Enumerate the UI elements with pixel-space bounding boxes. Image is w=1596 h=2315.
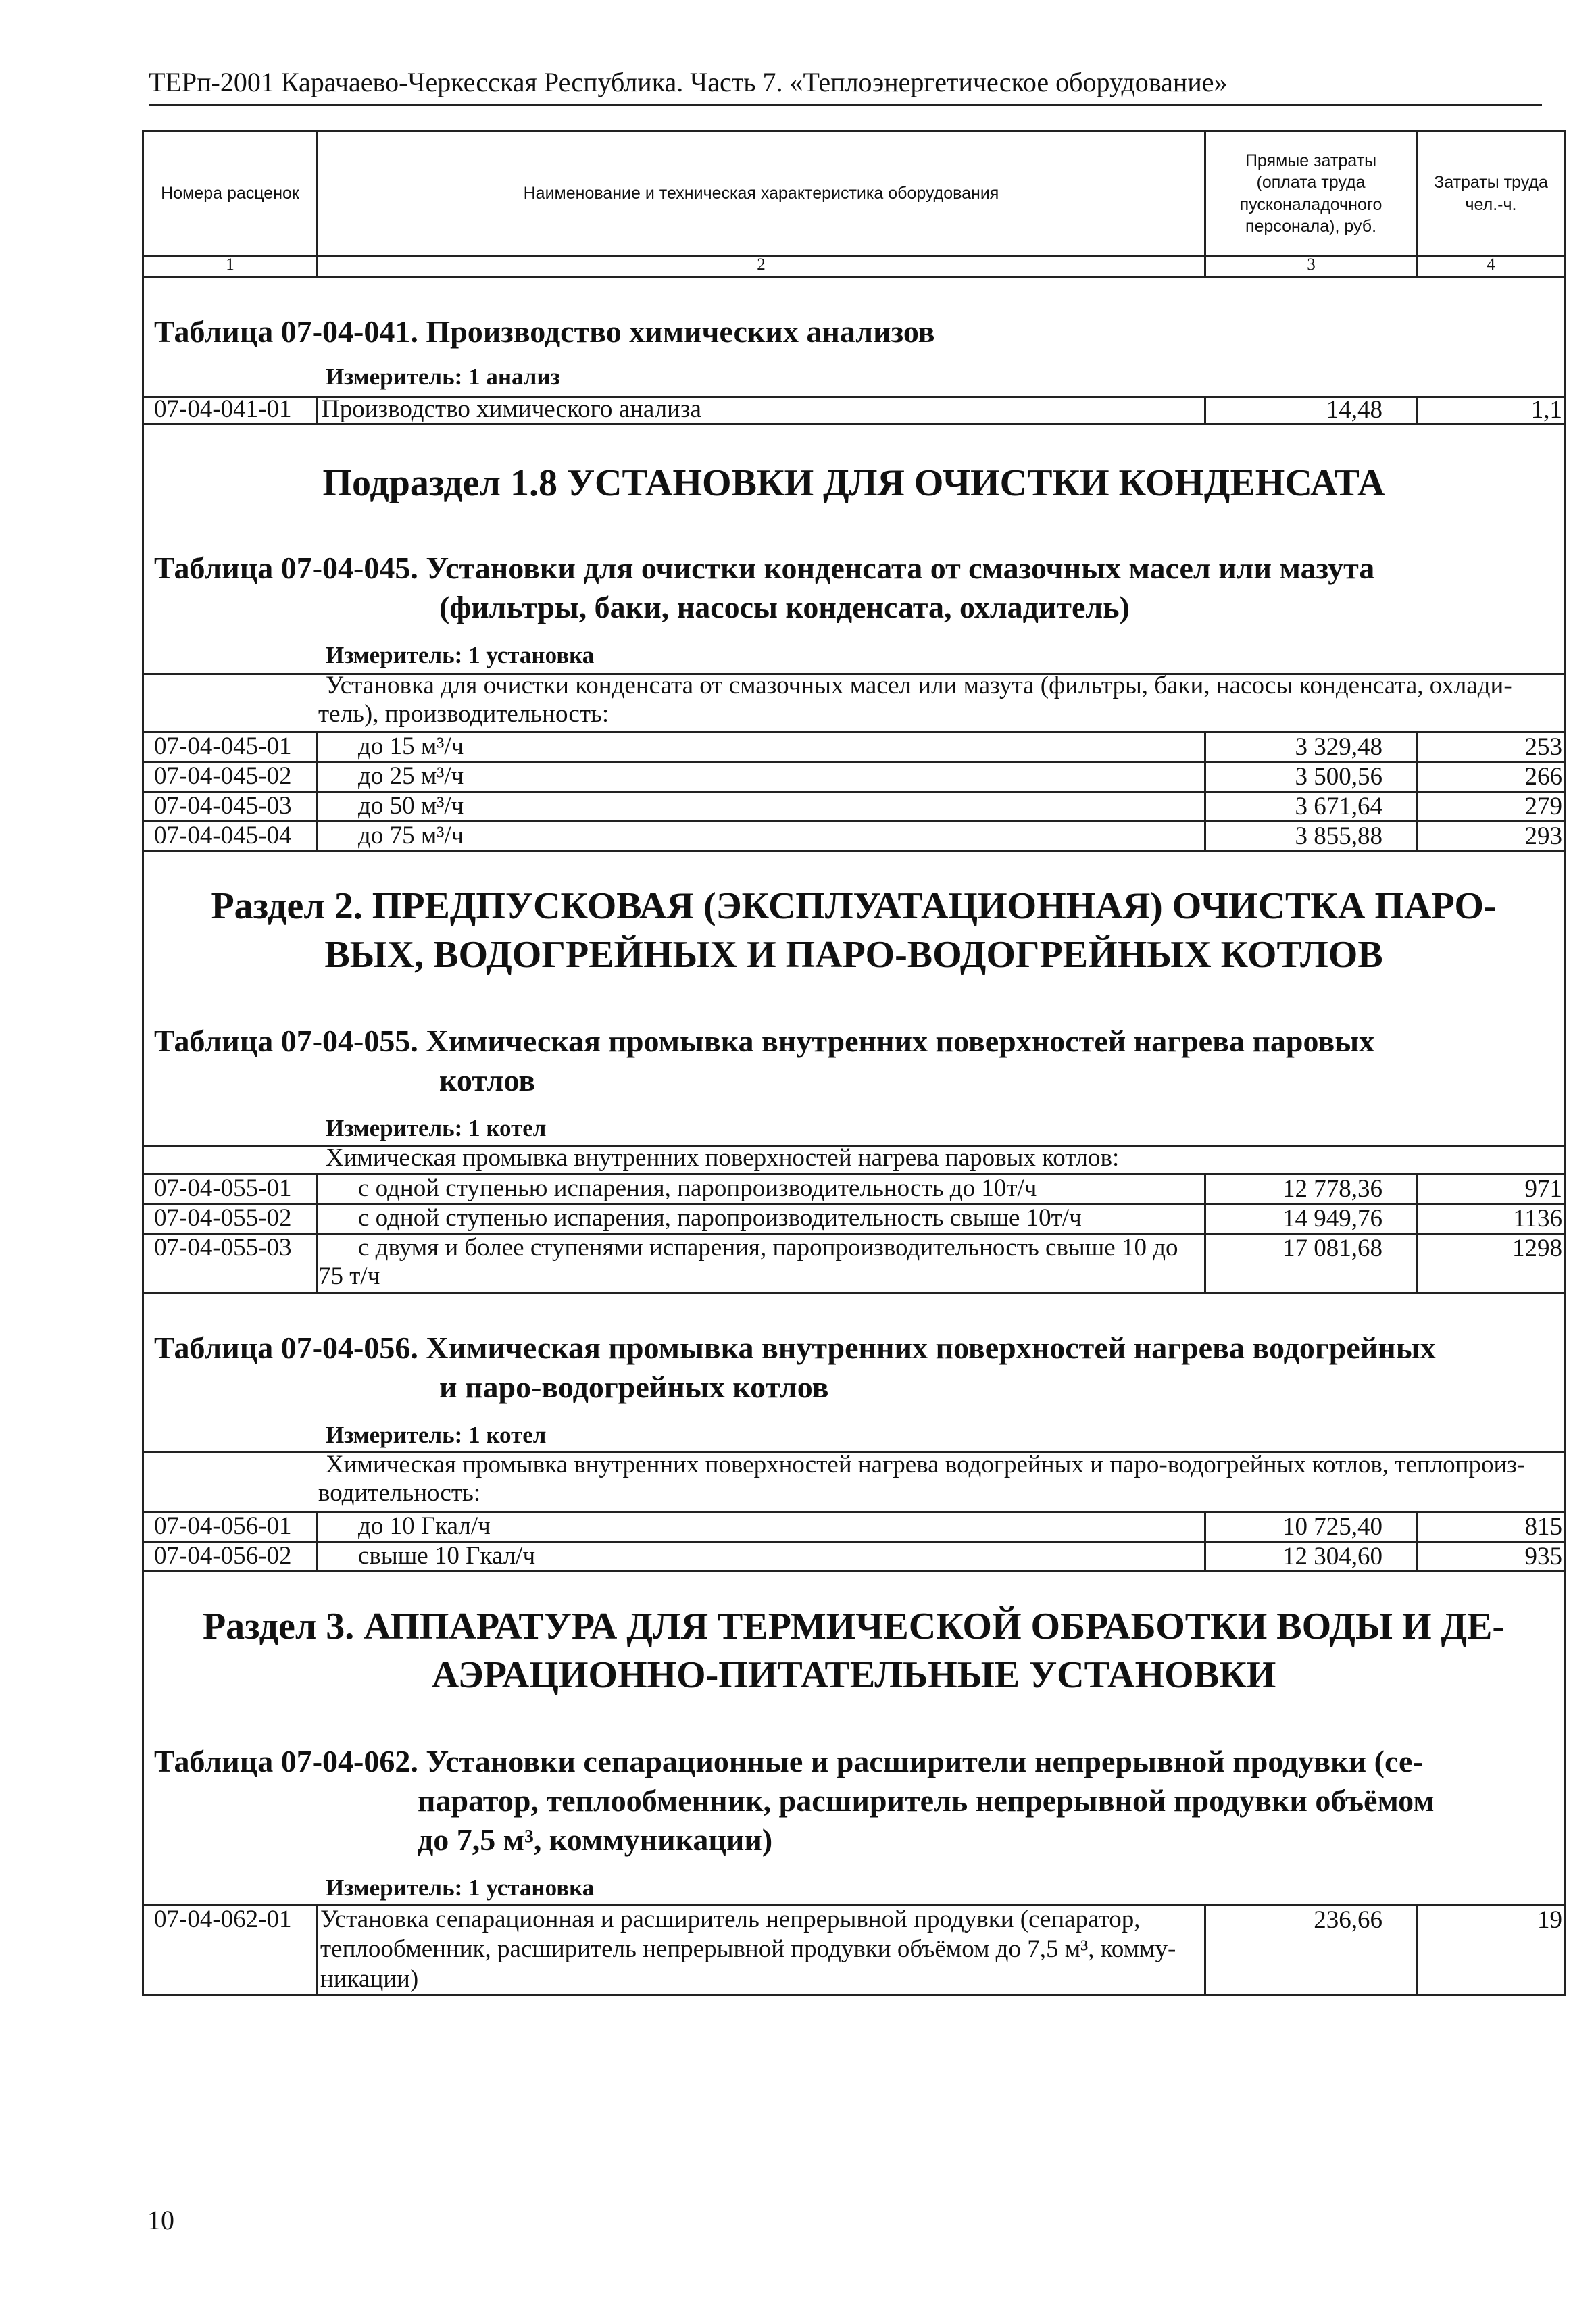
table-062-meter: Измеритель: 1 установка (326, 1874, 595, 1901)
row-labor: 266 (1524, 763, 1562, 791)
row-code: 07-04-045-04 (154, 822, 292, 849)
row-code: 07-04-045-01 (154, 732, 292, 760)
section-3-title-line-1: Раздел 3. АППАРАТУРА ДЛЯ ТЕРМИЧЕСКОЙ ОБРАБОТКИ ВОДЫ И ДЕ- (202, 1605, 1505, 1647)
col-rule (1204, 396, 1206, 423)
colnum-3: 3 (1307, 255, 1316, 274)
table-056-desc-line-2: водительность: (318, 1479, 481, 1507)
table-055-title-line-2: котлов (439, 1063, 536, 1097)
row-cost: 236,66 (1314, 1906, 1382, 1934)
table-056-title-line-2: и паро-водогрейных котлов (439, 1370, 829, 1404)
row-name: до 10 Гкал/ч (358, 1512, 491, 1540)
table-045-desc-line-1: Установка для очистки конденсата от смазочных масел или мазута (фильтры, баки, насосы конденсата, охлади- (326, 672, 1512, 699)
row-labor: 815 (1524, 1513, 1562, 1541)
table-041-meter: Измеритель: 1 анализ (326, 364, 560, 390)
table-055-title-line-1: Таблица 07-04-055. Химическая промывка внутренних поверхностей нагрева паровых (154, 1024, 1375, 1058)
row-code: 07-04-056-02 (154, 1542, 292, 1570)
row-name-line-2: теплообменник, расширитель непрерывной продувки объёмом до 7,5 м³, комму- (320, 1935, 1176, 1963)
page-number: 10 (147, 2205, 174, 2235)
col-rule (316, 396, 318, 423)
header-col-name: Наименование и техническая характеристика оборудования (523, 184, 999, 203)
row-name: до 25 м³/ч (358, 762, 464, 790)
row-name: с одной ступенью испарения, паропроизводительность свыше 10т/ч (358, 1204, 1082, 1232)
row-cost: 3 329,48 (1295, 733, 1382, 761)
row-name: до 15 м³/ч (358, 732, 464, 760)
row-cost: 10 725,40 (1282, 1513, 1382, 1541)
row-cost: 3 500,56 (1295, 763, 1382, 791)
row-code: 07-04-062-01 (154, 1906, 292, 1933)
header-col-divider-2 (1204, 130, 1206, 255)
row-name: свыше 10 Гкал/ч (358, 1542, 536, 1570)
row-labor: 279 (1524, 793, 1562, 820)
row-cost: 3 671,64 (1295, 793, 1382, 820)
row-code: 07-04-056-01 (154, 1512, 292, 1540)
table-062-title-line-1: Таблица 07-04-062. Установки сепарационные и расширители непрерывной продувки (се- (154, 1744, 1423, 1778)
colnum-1: 1 (226, 255, 234, 274)
section-3-title-line-2: АЭРАЦИОННО-ПИТАТЕЛЬНЫЕ УСТАНОВКИ (431, 1654, 1276, 1696)
row-labor: 1,1 (1530, 396, 1562, 424)
header-col-codes: Номера расценок (161, 184, 299, 203)
row-labor: 1298 (1512, 1235, 1562, 1262)
header-col-cost: Прямые затраты (оплата труда пусконаладочного персонала), руб. (1239, 151, 1382, 236)
row-cost: 14 949,76 (1282, 1205, 1382, 1233)
row-cost: 17 081,68 (1282, 1235, 1382, 1262)
row-labor: 1136 (1513, 1205, 1562, 1233)
table-041-title: Таблица 07-04-041. Производство химических анализов (154, 314, 935, 349)
table-056-meter: Измеритель: 1 котел (326, 1422, 547, 1448)
section-2-title-line-1: Раздел 2. ПРЕДПУСКОВАЯ (ЭКСПЛУАТАЦИОННАЯ) ОЧИСТКА ПАРО- (211, 885, 1497, 927)
table-045-meter: Измеритель: 1 установка (326, 642, 595, 668)
table-062-title-line-2: паратор, теплообменник, расширитель непрерывной продувки объёмом (418, 1783, 1435, 1818)
table-062-title-line-3: до 7,5 м³, коммуникации) (418, 1822, 773, 1857)
row-cost: 12 778,36 (1282, 1175, 1382, 1203)
row-labor: 253 (1524, 733, 1562, 761)
row-name: с одной ступенью испарения, паропроизводительность до 10т/ч (358, 1174, 1037, 1202)
header-rule (149, 104, 1542, 106)
row-code: 07-04-055-02 (154, 1204, 292, 1232)
row-cost: 3 855,88 (1295, 822, 1382, 850)
table-056-desc-line-1: Химическая промывка внутренних поверхностей нагрева водогрейных и паро-водогрейных котлов, теплопроиз- (326, 1451, 1526, 1478)
col-rule (1416, 1904, 1418, 1996)
table-055-desc: Химическая промывка внутренних поверхностей нагрева паровых котлов: (326, 1144, 1120, 1172)
row-code: 07-04-045-03 (154, 792, 292, 820)
row-labor: 293 (1524, 822, 1562, 850)
colnum-2: 2 (757, 255, 766, 274)
colnum-4: 4 (1487, 255, 1495, 274)
header-bottom-rule (142, 276, 1566, 278)
header-col-labor: Затраты труда чел.-ч. (1434, 173, 1548, 214)
row-code: 07-04-055-01 (154, 1174, 292, 1202)
row-rule (142, 1292, 1566, 1294)
col-rule (316, 1904, 318, 1996)
section-2-title-line-2: ВЫХ, ВОДОГРЕЙНЫХ И ПАРО-ВОДОГРЕЙНЫХ КОТЛОВ (324, 934, 1383, 976)
table-045-title-line-2: (фильтры, баки, насосы конденсата, охладитель) (439, 590, 1130, 624)
row-name: до 50 м³/ч (358, 792, 464, 820)
table-056-title-line-1: Таблица 07-04-056. Химическая промывка внутренних поверхностей нагрева водогрейных (154, 1330, 1436, 1365)
row-cost: 14,48 (1326, 396, 1382, 424)
row-name: Производство химического анализа (322, 395, 701, 423)
table-045-title-line-1: Таблица 07-04-045. Установки для очистки конденсата от смазочных масел или мазута (154, 551, 1375, 585)
row-labor: 971 (1524, 1175, 1562, 1203)
row-name-line-2: 75 т/ч (318, 1262, 380, 1290)
row-name-line-3: никации) (320, 1965, 419, 1993)
col-rule (1204, 1904, 1206, 1996)
row-code: 07-04-045-02 (154, 762, 292, 790)
row-code: 07-04-055-03 (154, 1234, 292, 1262)
table-055-meter: Измеритель: 1 котел (326, 1115, 547, 1141)
row-labor: 935 (1524, 1543, 1562, 1570)
row-labor: 19 (1537, 1906, 1562, 1934)
running-header: ТЕРп-2001 Карачаево-Черкесская Республика. Часть 7. «Теплоэнергетическое оборудование» (149, 67, 1228, 97)
row-name: до 75 м³/ч (358, 822, 464, 849)
row-name-line-1: с двумя и более ступенями испарения, паропроизводительность свыше 10 до (358, 1234, 1178, 1262)
row-code: 07-04-041-01 (154, 395, 292, 423)
table-045-desc-line-2: тель), производительность: (318, 700, 609, 728)
subsection-1-8-title: Подраздел 1.8 УСТАНОВКИ ДЛЯ ОЧИСТКИ КОНДЕНСАТА (322, 462, 1385, 504)
row-name-line-1: Установка сепарационная и расширитель непрерывной продувки (сепаратор, (320, 1906, 1141, 1933)
col-rule (1416, 396, 1418, 423)
row-cost: 12 304,60 (1282, 1543, 1382, 1570)
